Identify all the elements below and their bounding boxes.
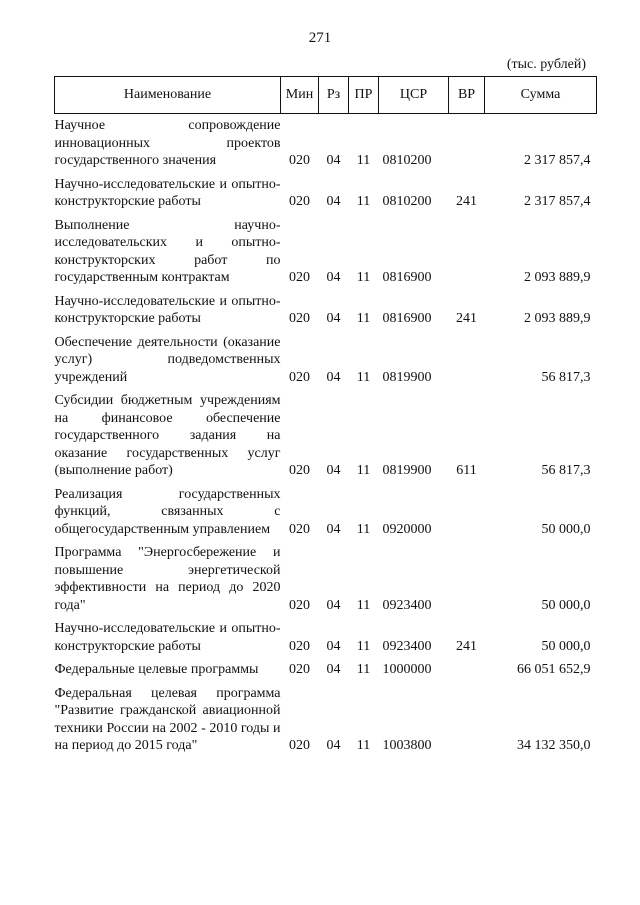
cell-vr	[449, 655, 485, 679]
cell-sum: 34 132 350,0	[517, 738, 591, 753]
cell-sum: 50 000,0	[541, 638, 591, 654]
cell-pr: 11	[356, 597, 371, 613]
cell-sum: 56 817,3	[541, 463, 591, 478]
cell-pr: 11	[356, 463, 371, 478]
table-row	[55, 287, 597, 328]
header-sum: Сумма	[485, 77, 597, 114]
cell-vr: 611	[456, 463, 477, 478]
cell-rz: 04	[326, 153, 341, 168]
cell-min: 020	[289, 597, 310, 613]
cell-min: 020	[289, 369, 310, 385]
cell-rz: 04	[326, 662, 341, 677]
cell-min: 020	[289, 662, 310, 677]
cell-csr: 0923400	[382, 638, 432, 654]
cell-sum: 2 093 889,9	[524, 270, 591, 285]
cell-sum: 50 000,0	[541, 597, 591, 613]
cell-name: Реализация государственных функций, связанных с общегосударственным управлением	[54, 486, 281, 537]
cell-rz: 04	[326, 738, 341, 753]
cell-min: 020	[289, 153, 310, 168]
cell-sum: 56 817,3	[541, 369, 591, 385]
cell-csr: 0920000	[382, 521, 432, 537]
cell-pr: 11	[356, 153, 371, 168]
cell-csr: 0819900	[382, 369, 432, 385]
cell-min: 020	[289, 270, 310, 285]
cell-pr: 11	[356, 369, 371, 385]
cell-pr: 11	[356, 521, 371, 537]
cell-rz: 04	[326, 463, 341, 478]
cell-pr: 11	[356, 270, 371, 285]
cell-sum: 66 051 652,9	[517, 662, 591, 677]
header-min: Мин	[281, 77, 319, 114]
cell-sum: 2 317 857,4	[524, 153, 591, 168]
cell-csr: 1003800	[382, 738, 432, 753]
cell-rz: 04	[326, 369, 341, 385]
cell-csr: 0816900	[382, 311, 432, 326]
header-pr: ПР	[349, 77, 379, 114]
cell-min: 020	[289, 194, 310, 209]
cell-min: 020	[289, 738, 310, 753]
table-row	[55, 114, 597, 170]
table-row	[55, 679, 597, 755]
table-row	[55, 480, 597, 539]
cell-pr: 11	[356, 311, 371, 326]
table-header	[55, 77, 597, 114]
table-row	[55, 328, 597, 387]
cell-name: Федеральные целевые программы	[54, 662, 259, 677]
cell-vr	[449, 211, 485, 287]
cell-name: Научно-исследовательские и опытно-конструкторские работы	[54, 293, 281, 326]
cell-pr: 11	[356, 738, 371, 753]
cell-name: Программа "Энергосбережение и повышение энергетической эффективности на период до 2020 года"	[54, 545, 281, 613]
cell-name: Научно-исследовательские и опытно-конструкторские работы	[54, 176, 281, 209]
cell-vr	[449, 114, 485, 170]
cell-sum: 2 317 857,4	[524, 194, 591, 209]
header-rz: Рз	[319, 77, 349, 114]
cell-csr: 0816900	[382, 270, 432, 285]
cell-csr: 0819900	[382, 463, 432, 478]
cell-name: Научное сопровождение инновационных проектов государственного значения	[54, 118, 281, 168]
cell-rz: 04	[326, 521, 341, 537]
cell-rz: 04	[326, 270, 341, 285]
cell-csr: 1000000	[382, 662, 432, 677]
cell-name: Выполнение научно-исследовательских и опытно-конструкторских работ по государственным контрактам	[54, 217, 281, 285]
cell-vr: 241	[456, 311, 477, 326]
units-label: (тыс. рублей)	[506, 57, 586, 72]
cell-vr: 241	[456, 638, 477, 654]
table-body	[55, 114, 597, 755]
cell-rz: 04	[326, 194, 341, 209]
cell-csr: 0810200	[382, 153, 432, 168]
cell-pr: 11	[356, 194, 371, 209]
cell-rz: 04	[326, 638, 341, 654]
cell-name: Научно-исследовательские и опытно-конструкторские работы	[54, 621, 281, 654]
cell-name: Обеспечение деятельности (оказание услуг) подведомственных учреждений	[54, 334, 281, 385]
cell-sum: 2 093 889,9	[524, 311, 591, 326]
cell-rz: 04	[326, 597, 341, 613]
cell-vr: 241	[456, 194, 477, 209]
cell-name: Субсидии бюджетным учреждениям на финансовое обеспечение государственного задания на оказание государственных услуг (выполнение работ)	[54, 393, 281, 478]
table-row	[55, 211, 597, 287]
cell-vr	[449, 538, 485, 614]
header-name: Наименование	[55, 77, 281, 114]
cell-pr: 11	[356, 638, 371, 654]
header-csr: ЦСР	[379, 77, 449, 114]
cell-csr: 0923400	[382, 597, 432, 613]
cell-sum: 50 000,0	[541, 521, 591, 537]
table-row	[55, 170, 597, 211]
cell-min: 020	[289, 463, 310, 478]
page-number: 271	[308, 30, 332, 46]
cell-min: 020	[289, 638, 310, 654]
cell-csr: 0810200	[382, 194, 432, 209]
cell-name: Федеральная целевая программа "Развитие гражданской авиационной техники России на 2002 - 2010 годы и на период до 2015 года"	[54, 685, 281, 753]
cell-min: 020	[289, 521, 310, 537]
cell-pr: 11	[356, 662, 371, 677]
budget-table	[54, 76, 597, 755]
table-row	[55, 655, 597, 679]
cell-vr	[449, 328, 485, 387]
cell-vr	[449, 480, 485, 539]
header-vr: ВР	[449, 77, 485, 114]
table-row	[55, 386, 597, 480]
cell-rz: 04	[326, 311, 341, 326]
cell-min: 020	[289, 311, 310, 326]
table-row	[55, 614, 597, 655]
table-row	[55, 538, 597, 614]
cell-vr	[449, 679, 485, 755]
